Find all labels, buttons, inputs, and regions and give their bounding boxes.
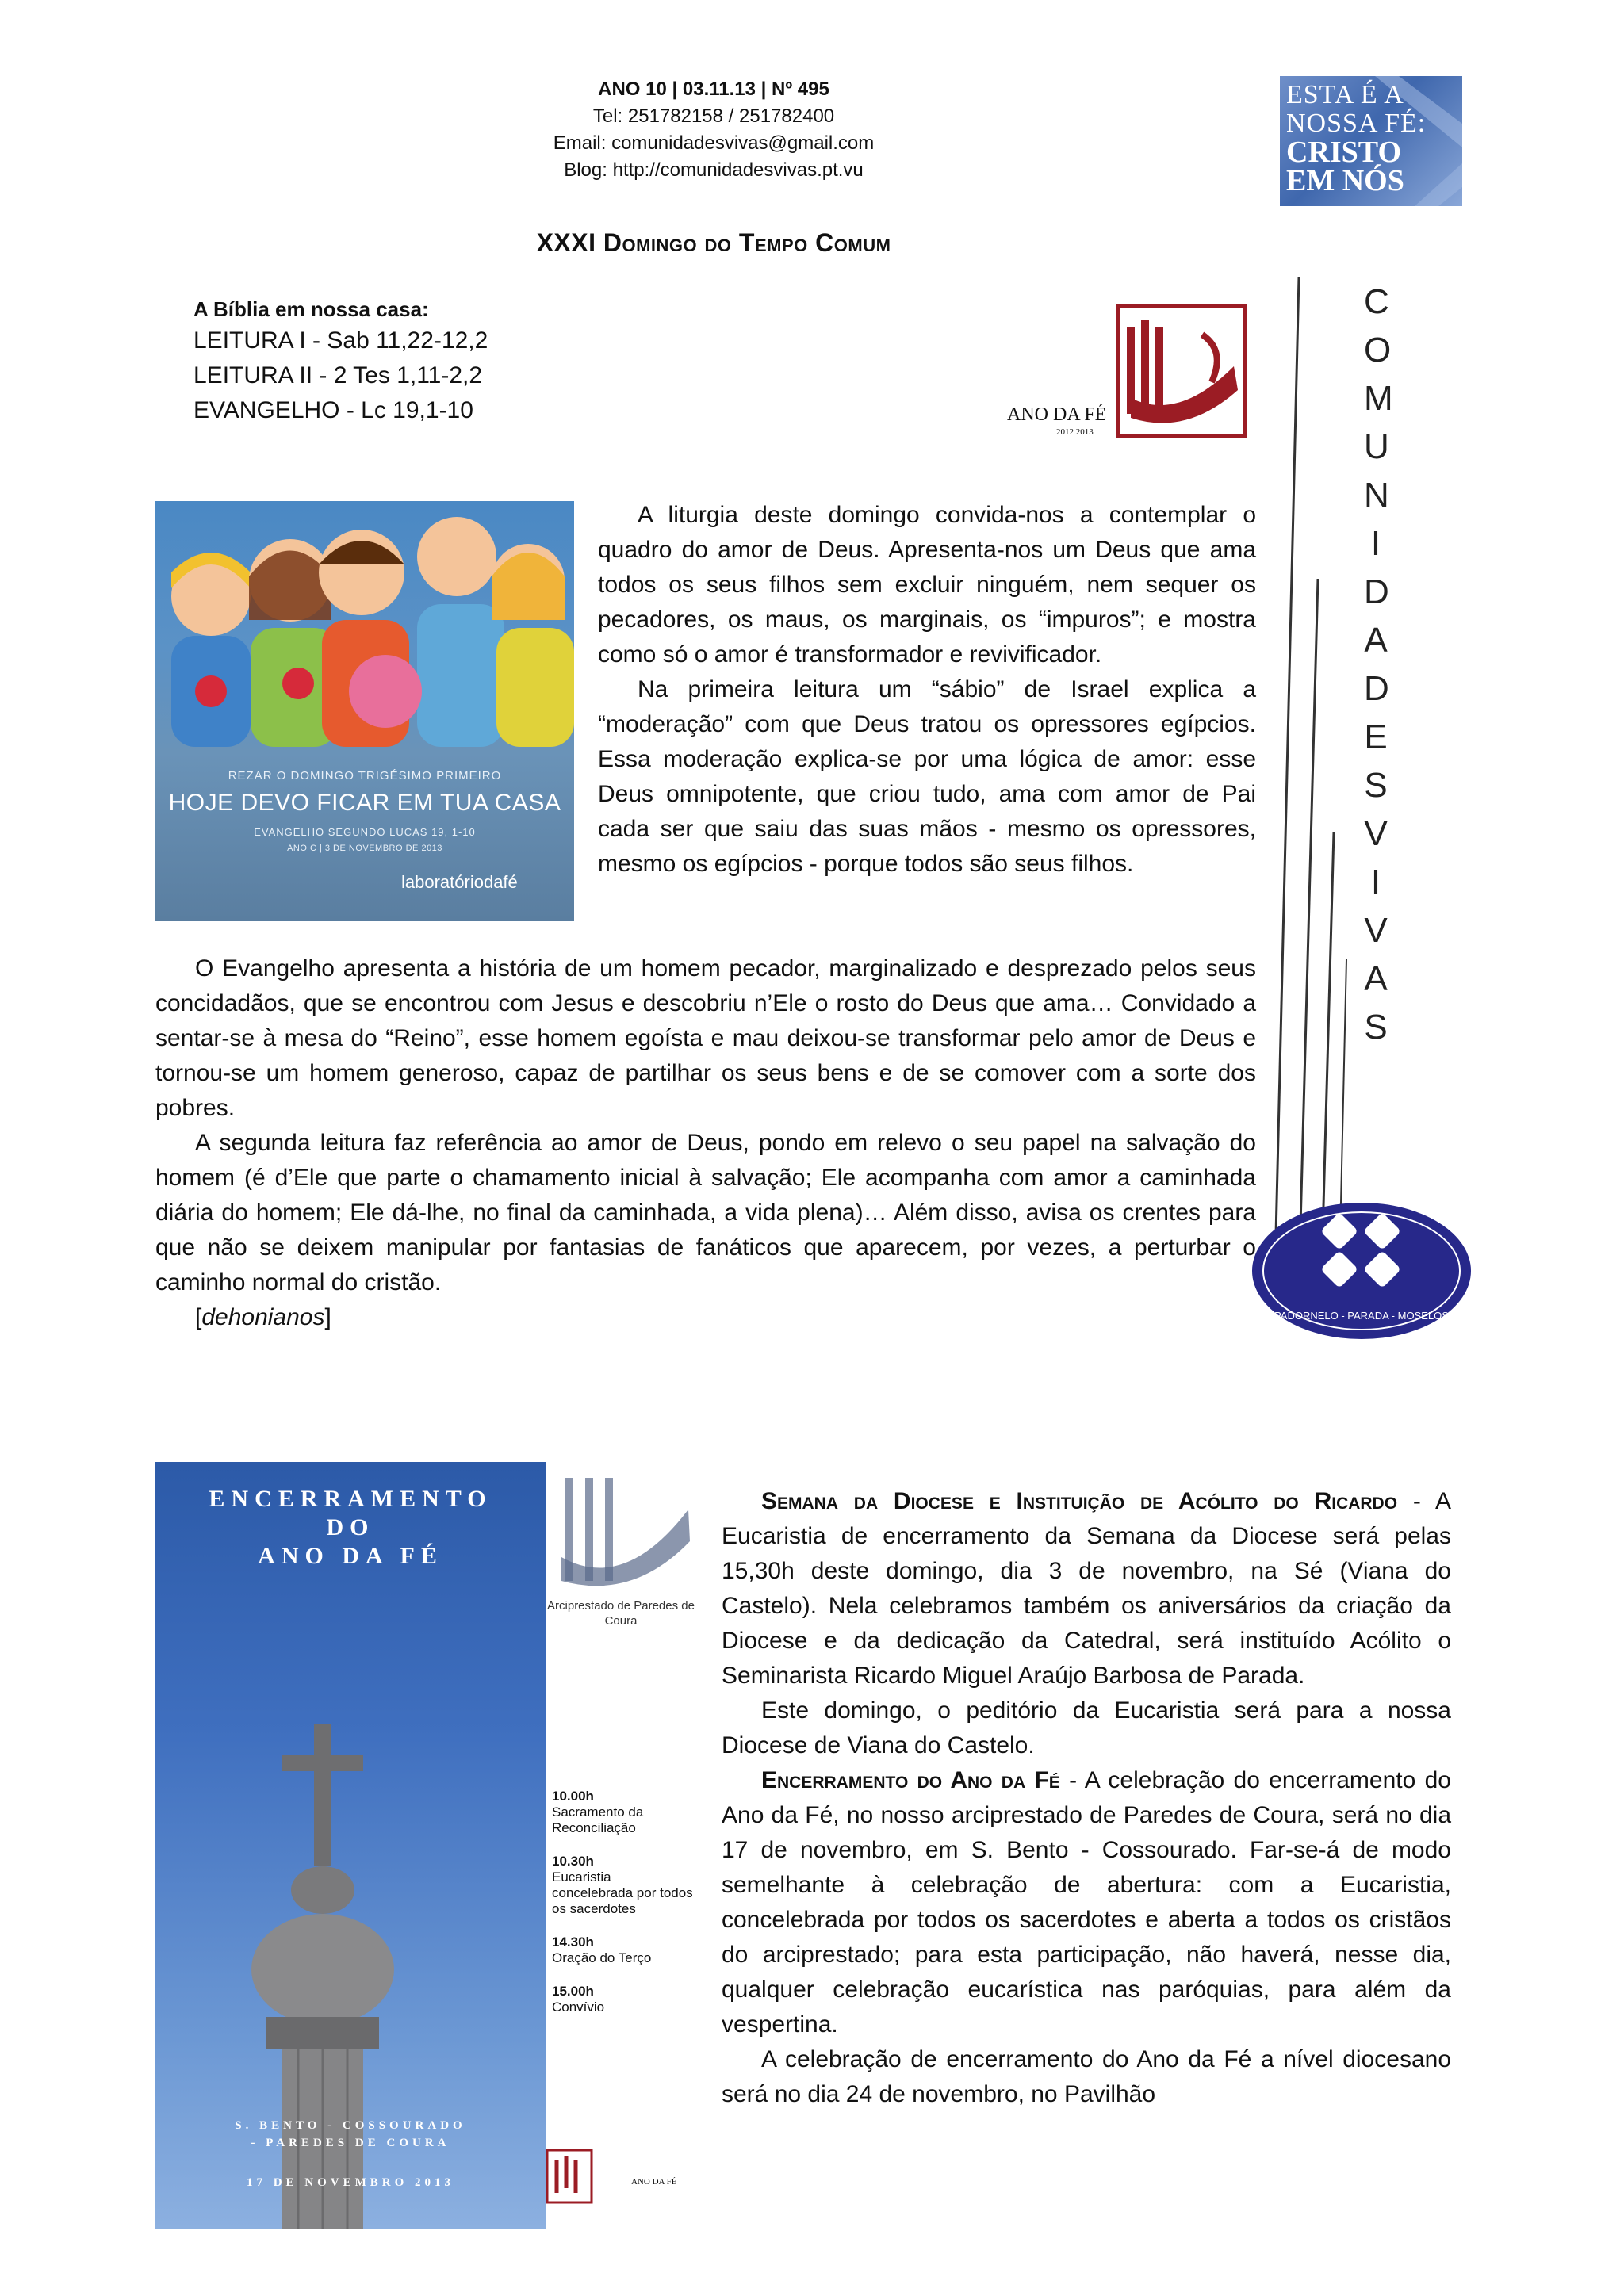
news-heading-1: Semana da Diocese e Instituição de Acólito do Ricardo <box>761 1488 1398 1514</box>
side-banner-letter: M <box>1364 379 1393 418</box>
ano-da-fe-logo <box>1004 303 1248 439</box>
issue-number: ANO 10 | 03.11.13 | Nº 495 <box>598 78 829 100</box>
blog-link[interactable]: Blog: http://comunidadesvivas.pt.vu <box>564 159 864 181</box>
side-banner-letter: I <box>1370 863 1381 901</box>
logo-years: 2012 2013 <box>1056 427 1094 437</box>
schedule-time: 10.30h <box>552 1854 594 1869</box>
side-banner-letter: S <box>1364 1008 1388 1047</box>
closing-year-of-faith-poster <box>155 1462 546 2229</box>
side-banner-letter: O <box>1364 331 1392 369</box>
parish-news <box>722 1484 1451 2112</box>
picture-caption-2: HOJE DEVO FICAR EM TUA CASA <box>168 790 561 816</box>
picture-brand: laboratóriodafé <box>401 872 518 892</box>
schedule-time: 15.00h <box>552 1984 594 1999</box>
picture-caption-3: EVANGELHO SEGUNDO LUCAS 19, 1-10 <box>254 826 476 838</box>
side-banner-comunidades-vivas <box>1364 277 1393 1051</box>
picture-caption-4: ANO C | 3 DE NOVEMBRO DE 2013 <box>287 844 442 853</box>
page-title: XXXI Domingo do Tempo Comum <box>536 228 891 257</box>
side-banner-letter: V <box>1364 814 1388 853</box>
news-paragraph-2: Este domingo, o peditório da Eucaristia será para a nossa Diocese de Viana do Castelo. <box>722 1697 1451 1758</box>
poster-adf-label: ANO DA FÉ <box>631 2177 677 2187</box>
logo-name: ANO DA FÉ <box>1007 404 1107 425</box>
poster-footer-2: - PAREDES DE COURA <box>251 2137 450 2149</box>
arciprestado-label: Arciprestado de Paredes de Coura <box>547 1599 695 1628</box>
bible-readings <box>193 295 488 428</box>
reading-1: LEITURA I - Sab 11,22-12,2 <box>193 327 488 354</box>
poster-footer-3: 17 DE NOVEMBRO 2013 <box>246 2176 455 2189</box>
schedule-desc: Oração do Terço <box>552 1950 652 1965</box>
schedule-desc: Convívio <box>552 1999 605 2015</box>
faith-badge-image <box>1280 76 1462 206</box>
schedule-time: 10.00h <box>552 1789 594 1804</box>
poster-title-2: DO <box>326 1514 375 1540</box>
article-paragraph-3: O Evangelho apresenta a história de um homem pecador, marginalizado e desprezado pelos seus concidadãos, que se encontrou com Jesus e descobriu n’Ele o rosto do Deus que ama… Convidado a sentar-se à mesa do “Reino”, esse homem egoísta e mau deixou-se transformar pelo amor de Deus e tornou-se um homem generoso, capaz de partilhar os seus bens e de se comover com a sorte dos pobres. <box>155 955 1256 1121</box>
cartoon-figures <box>155 501 574 763</box>
news-paragraph-3: Encerramento do Ano da Fé - A celebração do encerramento do Ano da Fé, no nosso arciprestado de Paredes de Coura, será no dia 17 de novembro, em S. Bento - Cossourado. Far-se-á de modo semelhante à celebração de abertura: com a Eucaristia, concelebrada por todos os sacerdotes e aberta a todos os cristãos do arciprestado; para esta participação, não haverá, nesse dia, qualquer celebração eucarística nas paróquias, para além da vespertina. <box>722 1767 1451 2038</box>
poster-logo-icon <box>546 1462 696 1597</box>
badge-line-2: NOSSA FÉ: <box>1286 109 1427 138</box>
article-signature: [dehonianos] <box>195 1304 331 1330</box>
poster-footer-1: S. BENTO - COSSOURADO <box>235 2119 466 2132</box>
side-banner-letter: U <box>1364 427 1389 466</box>
bible-label: A Bíblia em nossa casa: <box>193 297 429 321</box>
schedule-item <box>552 1984 695 2015</box>
side-banner-letter: S <box>1364 766 1388 805</box>
side-banner-letter: N <box>1364 476 1389 515</box>
side-banner-letter: V <box>1364 911 1388 950</box>
reading-2: LEITURA II - 2 Tes 1,11-2,2 <box>193 362 483 388</box>
schedule-desc: Eucaristia concelebrada por todos os sacerdotes <box>552 1869 693 1916</box>
news-paragraph-4: A celebração de encerramento do Ano da Fé a nível diocesano será no dia 24 de novembro, no Pavilhão <box>722 2046 1451 2107</box>
schedule-desc: Sacramento da Reconciliação <box>552 1804 644 1835</box>
article-paragraph-1: A liturgia deste domingo convida-nos a contemplar o quadro do amor de Deus. Apresenta-nos um Deus que ama todos os seus filhos sem excluir ninguém, nem sequer os pecadores, os maus, os marginais, os “impuros”; e mostra como só o amor é transformador e revivificador. <box>598 502 1256 668</box>
poster-title-3: ANO DA FÉ <box>258 1543 443 1569</box>
side-banner-letter: I <box>1370 524 1381 563</box>
poster-title-1: ENCERRAMENTO <box>209 1486 492 1512</box>
email: Email: comunidadesvivas@gmail.com <box>553 132 875 154</box>
article-intro <box>598 498 1256 882</box>
badge-line-1: ESTA É A <box>1286 80 1404 109</box>
seal-text: PADORNELO - PARADA - MOSELOS <box>1274 1310 1449 1322</box>
news-paragraph-1: Semana da Diocese e Instituição de Acólito do Ricardo - A Eucaristia de encerramento da Semana da Diocese será pelas 15,30h deste domingo, dia 3 de novembro, na Sé (Viana do Castelo). Nela celebramos também os aniversários da criação da Diocese e da dedicação da Catedral, será instituído Acólito o Seminarista Ricardo Miguel Araújo Barbosa de Parada. <box>722 1488 1451 1689</box>
poster-small-logo-icon <box>546 2149 593 2204</box>
telephone: Tel: 251782158 / 251782400 <box>592 105 835 127</box>
picture-caption-1: REZAR O DOMINGO TRIGÉSIMO PRIMEIRO <box>228 769 502 783</box>
badge-line-4: EM NÓS <box>1286 164 1404 197</box>
news-heading-2: Encerramento do Ano da Fé <box>761 1767 1060 1793</box>
schedule-item <box>552 1934 695 1966</box>
article-paragraph-2: Na primeira leitura um “sábio” de Israel explica a “moderação” com que Deus tratou os opressores egípcios. Essa moderação explica-se por uma lógica de amor: esse Deus omnipotente, que criou tudo, ama com amor de Pai cada ser que saiu das suas mãos - mesmo os opressores, mesmo os egípcios - porque todos são seus filhos. <box>598 676 1256 877</box>
side-banner-letter: C <box>1364 282 1389 321</box>
poster-schedule <box>552 1789 695 2033</box>
reading-3: EVANGELHO - Lc 19,1-10 <box>193 397 473 423</box>
side-banner-letter: A <box>1364 959 1388 998</box>
stone-cross-column <box>155 1462 546 2229</box>
newsletter-header <box>476 76 952 184</box>
article-paragraph-4: A segunda leitura faz referência ao amor de Deus, pondo em relevo o seu papel na salvação do homem (é d’Ele que parte o chamamento inicial à salvação; Ele acompanha com amor a caminhada diária do homem; Ele dá-lhe, no final da caminhada, a vida plena)… Além disso, avisa os crentes para que não se deixem manipular por fantasias de fanáticos que aparecem, por vezes, a perturbar o caminho normal do cristão. <box>155 1130 1256 1295</box>
schedule-time: 14.30h <box>552 1934 594 1950</box>
side-banner-letter: A <box>1364 621 1388 660</box>
article-body <box>155 951 1256 1335</box>
side-decoration-lines <box>1259 277 1370 1308</box>
side-banner-letter: D <box>1364 669 1389 708</box>
parish-seal <box>1250 1200 1473 1341</box>
badge-line-3: CRISTO <box>1286 136 1402 169</box>
schedule-item <box>552 1789 695 1836</box>
poster-info-panel <box>546 1462 696 2229</box>
side-banner-letter: D <box>1364 572 1389 611</box>
gospel-illustration <box>155 501 574 921</box>
side-banner-letter: E <box>1364 718 1388 756</box>
schedule-item <box>552 1854 695 1917</box>
